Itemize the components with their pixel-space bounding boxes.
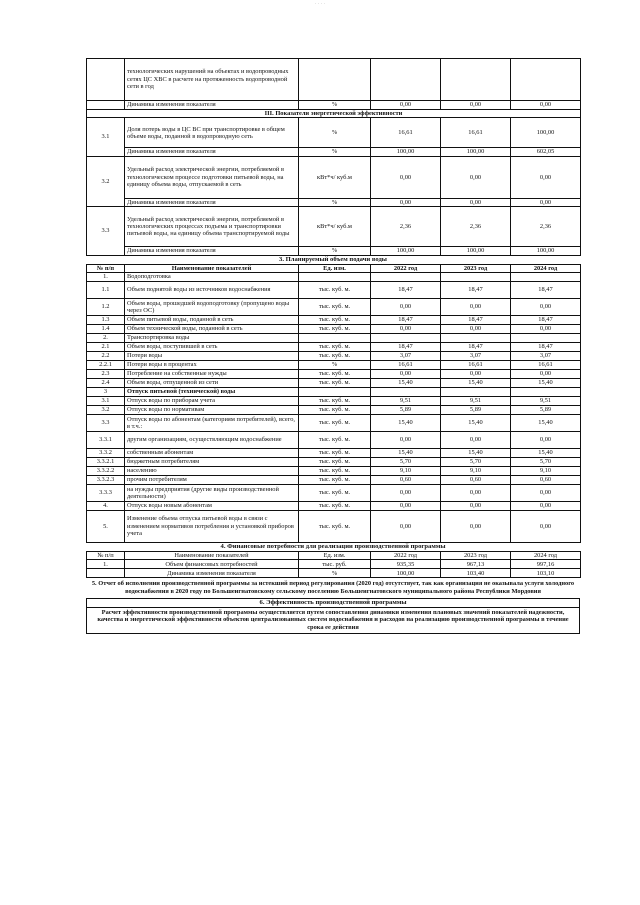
- value-2024: [511, 273, 581, 282]
- col-header-name: Наименование показателей: [125, 264, 299, 272]
- table-row: [87, 101, 581, 110]
- row-number: 3.3.2.1: [87, 458, 125, 467]
- row-number: 1.4: [87, 325, 125, 334]
- value-2023: 16,61: [441, 361, 511, 370]
- value-2024: 9,10: [511, 467, 581, 476]
- row-number: 3.3.3: [87, 485, 125, 502]
- value-2024: 15,40: [511, 379, 581, 388]
- row-name: Динамика изменения показателя: [125, 148, 299, 156]
- col-header-n: № п/п: [87, 264, 125, 272]
- value-2023: 0,00: [441, 370, 511, 379]
- value-2023: 0,00: [441, 325, 511, 334]
- row-name: Объем питьевой воды, поданной в сеть: [125, 316, 299, 325]
- row-number: 3.1: [87, 397, 125, 406]
- value-2024: 100,00: [511, 118, 581, 148]
- value-2023: 15,40: [441, 379, 511, 388]
- section-6-caption: 6. Эффективность производственной программы: [86, 598, 580, 607]
- table-row: [87, 467, 581, 476]
- section-3-title: III. Показатели энергетической эффективности: [87, 110, 581, 118]
- row-number: 1.3: [87, 316, 125, 325]
- value-2022: 935,35: [371, 560, 441, 569]
- value-2023: 5,70: [441, 458, 511, 467]
- table-row: [87, 511, 581, 543]
- row-name: прочим потребителям: [125, 476, 299, 485]
- value-2023: [441, 59, 511, 101]
- value-2022: 0,00: [371, 502, 441, 511]
- finance-table: [86, 551, 581, 578]
- value-2023: 16,61: [441, 118, 511, 148]
- value-2024: 5,70: [511, 458, 581, 467]
- row-number: 2.: [87, 334, 125, 343]
- table-row: [87, 406, 581, 415]
- value-2024: 100,00: [511, 247, 581, 255]
- col-header-2022: 2022 год: [371, 264, 441, 272]
- row-number: 4.: [87, 502, 125, 511]
- indicators-table: [86, 58, 581, 256]
- value-2023: 100,00: [441, 247, 511, 255]
- row-unit: %: [299, 569, 371, 578]
- value-2024: 16,61: [511, 361, 581, 370]
- col-header-2023: 2023 год: [441, 552, 511, 560]
- value-2024: 0,00: [511, 485, 581, 502]
- row-unit: тыс. куб. м.: [299, 379, 371, 388]
- row-name: Динамика изменения показателя: [125, 101, 299, 110]
- water-volume-table: [86, 264, 581, 543]
- value-2023: 15,40: [441, 415, 511, 432]
- value-2022: 0,00: [371, 325, 441, 334]
- value-2023: 0,00: [441, 299, 511, 316]
- row-number: 3.3.2.2: [87, 467, 125, 476]
- row-unit: тыс. куб. м.: [299, 282, 371, 299]
- row-name: Транспортировка воды: [125, 334, 299, 343]
- row-unit: тыс. куб. м.: [299, 343, 371, 352]
- row-name: Отпуск воды по нормативам: [125, 406, 299, 415]
- row-number: 3.2: [87, 156, 125, 206]
- value-2022: 15,40: [371, 379, 441, 388]
- row-number: [87, 59, 125, 101]
- col-header-unit: Ед. изм.: [299, 264, 371, 272]
- value-2022: 0,00: [371, 299, 441, 316]
- table-row: [87, 118, 581, 148]
- value-2023: 0,00: [441, 198, 511, 206]
- table-row: [87, 388, 581, 397]
- table-row: [87, 282, 581, 299]
- row-number: [87, 569, 125, 578]
- row-name: Отпуск воды по приборам учета: [125, 397, 299, 406]
- row-name: Объем поднятой воды из источников водоснабжения: [125, 282, 299, 299]
- row-name: Динамика изменения показателя: [125, 198, 299, 206]
- value-2022: [371, 334, 441, 343]
- table-row: [87, 59, 581, 101]
- value-2023: 0,00: [441, 511, 511, 543]
- value-2022: 100,00: [371, 247, 441, 255]
- top-scan-marks: · · · ·: [314, 2, 326, 7]
- row-number: 1.: [87, 273, 125, 282]
- row-unit: [299, 334, 371, 343]
- value-2023: 15,40: [441, 449, 511, 458]
- value-2023: 18,47: [441, 282, 511, 299]
- table-row: [87, 247, 581, 255]
- row-name: Потребление на собственные нужды: [125, 370, 299, 379]
- row-number: 1.: [87, 560, 125, 569]
- row-unit: кВт*ч/ куб.м: [299, 156, 371, 198]
- table-row: [87, 415, 581, 432]
- table-row: [87, 148, 581, 156]
- value-2022: 16,61: [371, 118, 441, 148]
- value-2024: 5,89: [511, 406, 581, 415]
- row-name: Потери воды в процентах: [125, 361, 299, 370]
- row-number: 3.3.2.3: [87, 476, 125, 485]
- row-unit: [299, 388, 371, 397]
- value-2023: 2,36: [441, 207, 511, 247]
- col-header-unit: Ед. изм.: [299, 552, 371, 560]
- row-name: Динамика изменения показателя: [125, 569, 299, 578]
- value-2024: [511, 59, 581, 101]
- row-name: Объем воды, прошедшей водоподготовку (пропущено воды через ОС): [125, 299, 299, 316]
- value-2022: 0,00: [371, 485, 441, 502]
- row-number: 3.3.1: [87, 432, 125, 449]
- table-row: [87, 476, 581, 485]
- row-unit: тыс. куб. м.: [299, 415, 371, 432]
- table-row: [87, 397, 581, 406]
- value-2023: 0,00: [441, 485, 511, 502]
- value-2024: 0,00: [511, 502, 581, 511]
- row-unit: тыс. куб. м.: [299, 325, 371, 334]
- row-name: Водоподготовка: [125, 273, 299, 282]
- row-number: 2.2.1: [87, 361, 125, 370]
- value-2024: 0,00: [511, 198, 581, 206]
- value-2023: 967,13: [441, 560, 511, 569]
- row-unit: %: [299, 361, 371, 370]
- value-2024: 18,47: [511, 316, 581, 325]
- table-row: [87, 334, 581, 343]
- value-2023: 9,10: [441, 467, 511, 476]
- row-unit: тыс. куб. м.: [299, 432, 371, 449]
- value-2022: 16,61: [371, 361, 441, 370]
- value-2024: 997,16: [511, 560, 581, 569]
- row-number: 5.: [87, 511, 125, 543]
- value-2022: 0,00: [371, 101, 441, 110]
- row-number: 2.4: [87, 379, 125, 388]
- value-2023: 9,51: [441, 397, 511, 406]
- value-2022: [371, 59, 441, 101]
- row-name: Отпуск питьевой (технической) воды: [125, 388, 299, 397]
- value-2022: 100,00: [371, 148, 441, 156]
- row-number: 3.2: [87, 406, 125, 415]
- row-name: Объем финансовых потребностей: [125, 560, 299, 569]
- value-2024: 0,00: [511, 299, 581, 316]
- row-name: Доля потерь воды в ЦС ВС при транспортировке в общем объеме воды, поданной в водопроводную сеть: [125, 118, 299, 148]
- value-2024: 18,47: [511, 343, 581, 352]
- row-unit: тыс. руб.: [299, 560, 371, 569]
- row-unit: тыс. куб. м.: [299, 502, 371, 511]
- value-2022: 0,00: [371, 370, 441, 379]
- row-unit: %: [299, 247, 371, 255]
- row-unit: кВт*ч/ куб.м: [299, 207, 371, 247]
- col-header-2024: 2024 год: [511, 264, 581, 272]
- row-number: 2.2: [87, 352, 125, 361]
- row-name: технологических нарушений на объектах и водопроводных сетях ЦС ХВС в расчете на протяженность водопроводной сети в год: [125, 59, 299, 101]
- row-unit: %: [299, 198, 371, 206]
- table-header-row: [87, 264, 581, 272]
- row-number: 2.3: [87, 370, 125, 379]
- value-2022: 18,47: [371, 316, 441, 325]
- value-2024: 0,60: [511, 476, 581, 485]
- table-row: [87, 485, 581, 502]
- row-name: на нужды предприятия (другие виды производственной деятельности): [125, 485, 299, 502]
- col-header-2022: 2022 год: [371, 552, 441, 560]
- value-2022: 18,47: [371, 282, 441, 299]
- row-number: 2.1: [87, 343, 125, 352]
- value-2022: 0,60: [371, 476, 441, 485]
- table-row: [87, 198, 581, 206]
- row-number: 1.1: [87, 282, 125, 299]
- row-number: 3.1: [87, 118, 125, 156]
- table-row: [87, 352, 581, 361]
- row-unit: %: [299, 118, 371, 148]
- value-2024: [511, 388, 581, 397]
- table-header-row: [87, 552, 581, 560]
- table-row: [87, 273, 581, 282]
- value-2023: 3,07: [441, 352, 511, 361]
- col-header-2023: 2023 год: [441, 264, 511, 272]
- value-2023: 103,40: [441, 569, 511, 578]
- table-row: [87, 432, 581, 449]
- row-name: Изменение объема отпуска питьевой воды в связи с изменением нормативов потребления и установкой приборов учета: [125, 511, 299, 543]
- value-2024: 0,00: [511, 325, 581, 334]
- row-name: Объем воды, отпущенной из сети: [125, 379, 299, 388]
- table-row: [87, 458, 581, 467]
- value-2023: 18,47: [441, 343, 511, 352]
- value-2024: 3,07: [511, 352, 581, 361]
- row-unit: тыс. куб. м.: [299, 485, 371, 502]
- value-2024: 2,36: [511, 207, 581, 247]
- row-unit: тыс. куб. м.: [299, 316, 371, 325]
- row-unit: тыс. куб. м.: [299, 476, 371, 485]
- value-2023: 0,00: [441, 101, 511, 110]
- row-number: 3.3: [87, 207, 125, 255]
- row-number: 1.2: [87, 299, 125, 316]
- row-name: Отпуск воды новым абонентам: [125, 502, 299, 511]
- value-2024: 15,40: [511, 415, 581, 432]
- value-2023: [441, 334, 511, 343]
- table-row: [87, 569, 581, 578]
- value-2022: 15,40: [371, 449, 441, 458]
- value-2022: [371, 388, 441, 397]
- value-2024: 0,00: [511, 370, 581, 379]
- row-number: [87, 101, 125, 110]
- value-2023: [441, 388, 511, 397]
- row-name: бюджетным потребителям: [125, 458, 299, 467]
- table-row: [87, 370, 581, 379]
- section-6-text: Расчет эффективности производственной программы осуществляется путем сопоставления динамики изменения плановых значений показателей надежности, качества и энергетической эффективности объектов централизованных систем водоснабжения и расходов на реализацию производственной программы в течение срока ее действия: [86, 607, 580, 634]
- value-2023: 5,89: [441, 406, 511, 415]
- value-2024: 15,40: [511, 449, 581, 458]
- value-2024: 602,05: [511, 148, 581, 156]
- row-unit: тыс. куб. м.: [299, 299, 371, 316]
- value-2024: [511, 334, 581, 343]
- section-4-caption: 4. Финансовые потребности для реализации производственной программы: [220, 543, 446, 551]
- section-5-text: 5. Отчет об исполнении производственной программы за истекший период регулирования (2020 год) отсутствует, так как организация не оказывала услуги холодного водоснабжения в 2020 году по Большеигнатовскому сельскому поселению Большеигнатовского муниципального района Республики Мордовия: [91, 580, 575, 596]
- value-2024: 0,00: [511, 432, 581, 449]
- value-2022: 9,10: [371, 467, 441, 476]
- value-2023: 0,00: [441, 432, 511, 449]
- table-row: [87, 379, 581, 388]
- value-2023: 18,47: [441, 316, 511, 325]
- row-unit: тыс. куб. м.: [299, 352, 371, 361]
- document-page: [86, 58, 580, 634]
- table-row: [87, 560, 581, 569]
- row-unit: [299, 273, 371, 282]
- row-unit: %: [299, 101, 371, 110]
- row-number: 3: [87, 388, 125, 397]
- value-2023: 0,00: [441, 156, 511, 198]
- value-2022: [371, 273, 441, 282]
- value-2022: 15,40: [371, 415, 441, 432]
- value-2024: 0,00: [511, 156, 581, 198]
- row-unit: тыс. куб. м.: [299, 449, 371, 458]
- row-name: Объем воды, поступившей в сеть: [125, 343, 299, 352]
- col-header-n: № п/п: [87, 552, 125, 560]
- row-unit: %: [299, 148, 371, 156]
- value-2022: 0,00: [371, 432, 441, 449]
- row-name: Удельный расход электрической энергии, потребляемой в технологических процессах подъема и транспортировки питьевой воды, на единицу объема транспортируемой воды: [125, 207, 299, 247]
- value-2023: 0,00: [441, 502, 511, 511]
- value-2022: 0,00: [371, 198, 441, 206]
- value-2022: 0,00: [371, 156, 441, 198]
- value-2024: 103,10: [511, 569, 581, 578]
- table-row: [87, 207, 581, 247]
- table-row: [87, 156, 581, 198]
- value-2024: 9,51: [511, 397, 581, 406]
- row-unit: тыс. куб. м.: [299, 397, 371, 406]
- value-2024: 0,00: [511, 101, 581, 110]
- row-name: собственным абонентам: [125, 449, 299, 458]
- row-unit: тыс. куб. м.: [299, 406, 371, 415]
- section-row: [87, 110, 581, 118]
- value-2022: 100,00: [371, 569, 441, 578]
- table-row: [87, 325, 581, 334]
- row-name: Динамика изменения показателя: [125, 247, 299, 255]
- value-2023: 0,60: [441, 476, 511, 485]
- table-row: [87, 361, 581, 370]
- table-row: [87, 502, 581, 511]
- value-2022: 2,36: [371, 207, 441, 247]
- row-unit: тыс. куб. м.: [299, 511, 371, 543]
- value-2022: 5,89: [371, 406, 441, 415]
- row-unit: тыс. куб. м.: [299, 458, 371, 467]
- row-unit: тыс. куб. м.: [299, 370, 371, 379]
- row-number: 3.3.2: [87, 449, 125, 458]
- col-header-name: Наименование показателей: [125, 552, 299, 560]
- value-2023: 100,00: [441, 148, 511, 156]
- row-name: Отпуск воды по абонентам (категориям потребителей), всего, в т.ч.:: [125, 415, 299, 432]
- table-row: [87, 343, 581, 352]
- row-name: Потери воды: [125, 352, 299, 361]
- value-2022: 0,00: [371, 511, 441, 543]
- value-2022: 9,51: [371, 397, 441, 406]
- row-name: населению: [125, 467, 299, 476]
- section-3-caption: 3. Планируемый объем подачи воды: [279, 255, 387, 263]
- row-name: другим организациям, осуществляющим водоснабжение: [125, 432, 299, 449]
- value-2022: 3,07: [371, 352, 441, 361]
- table-row: [87, 299, 581, 316]
- row-unit: [299, 59, 371, 101]
- value-2024: 0,00: [511, 511, 581, 543]
- row-name: Удельный расход электрической энергии, потребляемой в технологическом процессе подготовки питьевой воды, на единицу объема воды, отпускаемой в сеть: [125, 156, 299, 198]
- col-header-2024: 2024 год: [511, 552, 581, 560]
- value-2022: 18,47: [371, 343, 441, 352]
- row-number: 3.3: [87, 415, 125, 432]
- table-row: [87, 449, 581, 458]
- value-2022: 5,70: [371, 458, 441, 467]
- row-unit: тыс. куб. м.: [299, 467, 371, 476]
- table-row: [87, 316, 581, 325]
- row-name: Объем технической воды, поданной в сеть: [125, 325, 299, 334]
- value-2023: [441, 273, 511, 282]
- value-2024: 18,47: [511, 282, 581, 299]
